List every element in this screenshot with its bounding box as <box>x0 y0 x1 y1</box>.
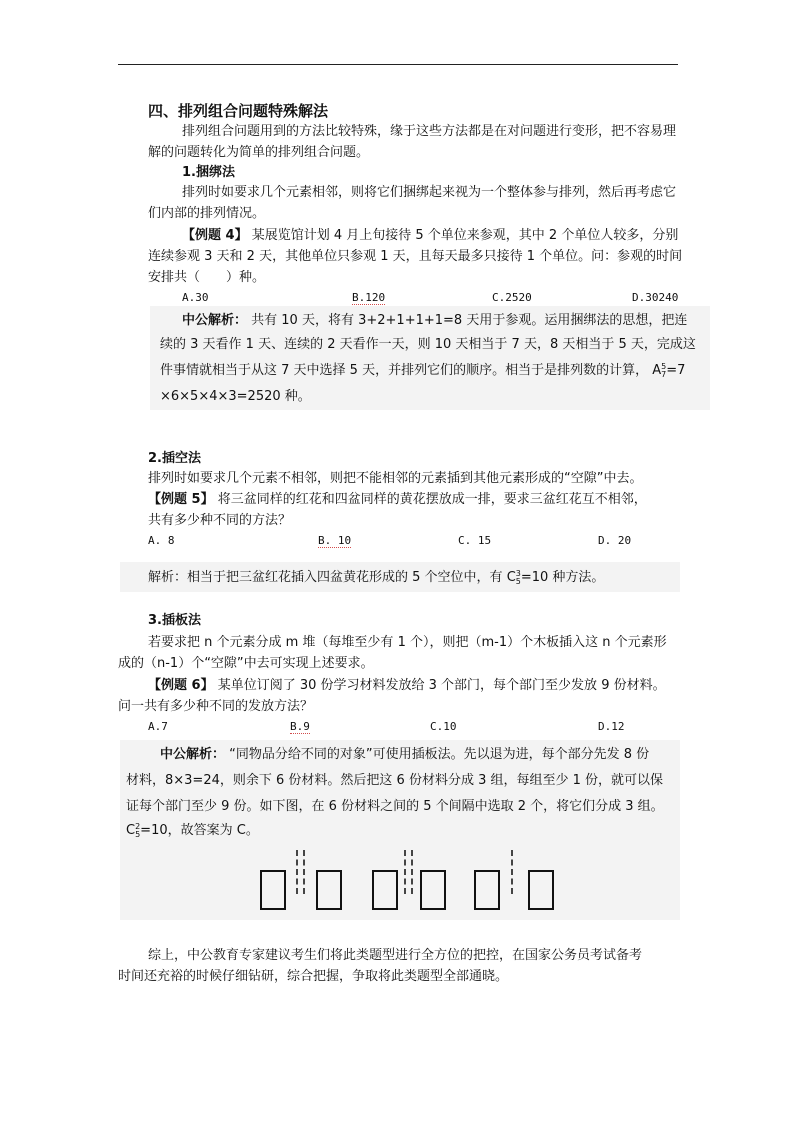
example-4-question-1: 某展览馆计划 4 月上旬接待 5 个单位来参观，其中 2 个单位人较多，分别 <box>251 228 679 243</box>
method-3-desc-1: 若要求把 n 个元素分成 m 堆（每堆至少有 1 个），则把（m-1）个木板插入这 n 个元素形 <box>148 635 667 650</box>
intro-line-2: 解的问题转化为简单的排列组合问题。 <box>148 145 370 160</box>
section-title: 四、排列组合问题特殊解法 <box>148 102 329 120</box>
method-2-title: 2.插空法 <box>148 451 201 466</box>
example-6-question-1: 某单位订阅了 30 份学习材料发放给 3 个部门，每个部门至少发放 9 份材料。 <box>217 678 666 693</box>
summary-line-1: 综上，中公教育专家建议考生们将此类题型进行全方位的把控，在国家公务员考试备考 <box>148 948 643 963</box>
example-5-label: 【例题 5】 <box>148 492 214 507</box>
example-5-option-c: C. 15 <box>458 534 492 547</box>
method-2-desc: 排列时如要求几个元素不相邻，则把不能相邻的元素插到其他元素形成的“空隙”中去。 <box>148 471 643 486</box>
solution-4-line-2: 续的 3 天看作 1 天、连续的 2 天看作一天，则 10 天相当于 7 天，8 天相当于 5 天，完成这 <box>160 337 696 352</box>
example-4-option-a: A.30 <box>182 291 209 304</box>
example-6-question-2: 问一共有多少种不同的发放方法？ <box>118 699 314 714</box>
method-1-desc-1: 排列时如要求几个元素相邻，则将它们捆绑起来视为一个整体参与排列，然后再考虑它 <box>182 185 677 200</box>
divider-line <box>511 850 513 894</box>
method-1-title: 1.捆绑法 <box>182 165 235 180</box>
example-4-option-c: C.2520 <box>492 291 532 304</box>
divider-line <box>404 850 406 894</box>
example-5-option-d: D. 20 <box>598 534 632 547</box>
solution-4-line-3-end: =7 <box>666 363 686 378</box>
example-6-option-c: C.10 <box>430 720 457 733</box>
example-4-question-3: 安排共（ ）种。 <box>148 270 266 285</box>
example-4-option-b: B.120 <box>352 291 386 304</box>
example-4-option-d: D.30240 <box>632 291 679 304</box>
material-box <box>474 870 500 910</box>
example-6-option-d: D.12 <box>598 720 625 733</box>
solution-6-line-4: =10，故答案为 C。 <box>140 823 259 838</box>
divider-line <box>303 850 305 894</box>
material-box <box>420 870 446 910</box>
solution-4-line-4: ×6×5×4×3=2520 种。 <box>160 389 311 404</box>
material-box <box>528 870 554 910</box>
example-6-label: 【例题 6】 <box>148 678 214 693</box>
method-3-title: 3.插板法 <box>148 613 201 628</box>
solution-4-label: 中公解析： <box>182 313 248 328</box>
solution-4-line-3: 件事情就相当于从这 7 天中选择 5 天，并排列它们的顺序。相当于是排列数的计算， <box>160 363 649 378</box>
example-6-option-b: B.9 <box>290 720 310 733</box>
summary-line-2: 时间还充裕的时候仔细钻研，综合把握，争取将此类题型全部通晓。 <box>118 969 509 984</box>
solution-4-line-1: 共有 10 天，将有 3+2+1+1+1=8 天用于参观。运用捆绑法的思想，把连 <box>251 313 688 328</box>
material-box <box>372 870 398 910</box>
solution-5-text: 解析：相当于把三盆红花插入四盆黄花形成的 5 个空位中，有 <box>148 570 503 585</box>
solution-5-end: =10 种方法。 <box>520 570 605 585</box>
example-4-label: 【例题 4】 <box>182 228 248 243</box>
example-5-option-b: B. 10 <box>318 534 352 547</box>
solution-6-label: 中公解析： <box>160 747 226 762</box>
example-6-option-a: A.7 <box>148 720 168 733</box>
solution-6-line-2: 材料，8×3=24，则余下 6 份材料。然后把这 6 份材料分成 3 组，每组至少 1 份，就可以保 <box>126 773 664 788</box>
material-box <box>316 870 342 910</box>
example-5-question-1: 将三盆同样的红花和四盆同样的黄花摆放成一排，要求三盆红花互不相邻， <box>217 492 647 507</box>
example-5-option-a: A. 8 <box>148 534 175 547</box>
method-3-desc-2: 成的（n-1）个“空隙”中去可实现上述要求。 <box>118 656 374 671</box>
method-1-desc-2: 们内部的排列情况。 <box>148 206 266 221</box>
combination-symbol-5: C 3 5 <box>506 568 521 586</box>
permutation-symbol: A 5 7 <box>652 361 667 379</box>
material-box <box>260 870 286 910</box>
solution-6-line-1: “同物品分给不同的对象”可使用插板法。先以退为进，每个部分先发 8 份 <box>229 747 650 762</box>
divider-line <box>411 850 413 894</box>
example-4-question-2: 连续参观 3 天和 2 天，其他单位只参观 1 天，且每天最多只接待 1 个单位。问：参观的时间 <box>148 249 683 264</box>
combination-symbol-6: C 2 5 <box>126 821 141 839</box>
divider-line <box>296 850 298 894</box>
header-rule <box>118 64 678 65</box>
intro-line-1: 排列组合问题用到的方法比较特殊，缘于这些方法都是在对问题进行变形，把不容易理 <box>182 124 677 139</box>
solution-6-line-3: 证每个部门至少 9 份。如下图，在 6 份材料之间的 5 个间隔中选取 2 个，将它们分成 3 组。 <box>126 799 664 814</box>
example-5-question-2: 共有多少种不同的方法？ <box>148 513 292 528</box>
